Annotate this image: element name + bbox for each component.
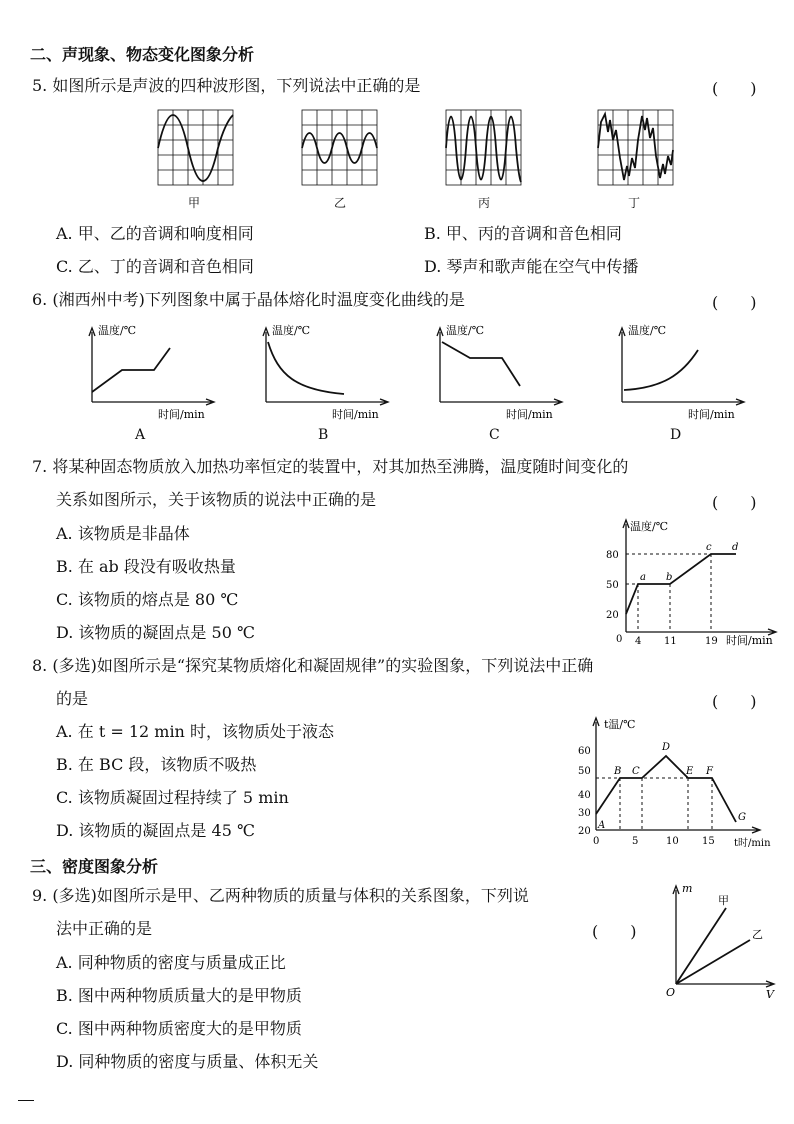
q8-ytick-40: 40 bbox=[578, 790, 591, 801]
q8-chart-ylabel: t温/℃ bbox=[604, 718, 636, 731]
q6-label-c: C bbox=[489, 427, 500, 443]
q6-b-xlabel: 时间/min bbox=[332, 408, 379, 421]
q7-stem-line2: 关系如图所示，关于该物质的说法中正确的是 bbox=[56, 490, 377, 509]
q7-ytick-80: 80 bbox=[606, 550, 619, 561]
q6-stem: 6. (湘西州中考)下列图象中属于晶体熔化时温度变化曲线的是 bbox=[32, 290, 465, 309]
waveform-yi bbox=[302, 110, 378, 186]
waveform-bing bbox=[446, 110, 522, 186]
q9-line-yi-label: 乙 bbox=[752, 928, 763, 941]
q9-option-c: C. 图中两种物质密度大的是甲物质 bbox=[56, 1019, 302, 1038]
q8-point-b: B bbox=[614, 766, 622, 777]
q8-point-g: G bbox=[738, 812, 746, 823]
q8-point-a: A bbox=[598, 820, 606, 831]
q8-point-c: C bbox=[632, 766, 640, 777]
q9-stem-line2: 法中正确的是 bbox=[56, 919, 153, 938]
q6-answer-paren: ( ) bbox=[712, 293, 757, 312]
q8-answer-paren: ( ) bbox=[712, 692, 757, 711]
q7-chart-ylabel: 温度/℃ bbox=[630, 520, 669, 533]
section-title-3: 三、密度图象分析 bbox=[30, 857, 159, 876]
section-title-2: 二、声现象、物态变化图象分析 bbox=[30, 45, 255, 64]
q7-answer-paren: ( ) bbox=[712, 493, 757, 512]
q8-ytick-60: 60 bbox=[578, 746, 591, 757]
q6-graph-d bbox=[602, 320, 752, 420]
q9-option-b: B. 图中两种物质质量大的是甲物质 bbox=[56, 986, 302, 1005]
q8-xtick-10: 10 bbox=[666, 836, 679, 847]
q7-option-a: A. 该物质是非晶体 bbox=[56, 524, 190, 543]
q6-graph-c bbox=[420, 320, 570, 420]
q8-point-e: E bbox=[686, 766, 694, 777]
q6-label-b: B bbox=[318, 427, 329, 443]
q7-chart-origin: 0 bbox=[616, 634, 623, 645]
q8-chart bbox=[574, 716, 784, 852]
q7-ytick-50: 50 bbox=[606, 580, 619, 591]
q7-point-c: c bbox=[706, 542, 712, 553]
q5-option-b: B. 甲、丙的音调和音色相同 bbox=[424, 224, 622, 243]
q6-b-ylabel: 温度/℃ bbox=[272, 324, 311, 337]
wave-label-bing: 丙 bbox=[478, 196, 491, 210]
q6-a-xlabel: 时间/min bbox=[158, 408, 205, 421]
q6-c-xlabel: 时间/min bbox=[506, 408, 553, 421]
wave-label-yi: 乙 bbox=[334, 196, 347, 210]
q8-option-a: A. 在 t = 12 min 时，该物质处于液态 bbox=[56, 722, 334, 741]
q9-option-a: A. 同种物质的密度与质量成正比 bbox=[56, 953, 286, 972]
q6-label-d: D bbox=[670, 427, 682, 443]
q6-d-ylabel: 温度/℃ bbox=[628, 324, 667, 337]
q8-option-c: C. 该物质凝固过程持续了 5 min bbox=[56, 788, 289, 807]
q7-option-c: C. 该物质的熔点是 80 ℃ bbox=[56, 590, 239, 609]
q9-stem-line1: 9. (多选)如图所示是甲、乙两种物质的质量与体积的关系图象，下列说 bbox=[32, 886, 529, 905]
q7-point-a: a bbox=[640, 572, 646, 583]
q9-option-d: D. 同种物质的密度与质量、体积无关 bbox=[56, 1052, 319, 1071]
q9-chart-xlabel: V bbox=[766, 988, 774, 1001]
q5-option-c: C. 乙、丁的音调和音色相同 bbox=[56, 257, 254, 276]
waveform-ding bbox=[598, 110, 674, 186]
q8-option-d: D. 该物质的凝固点是 45 ℃ bbox=[56, 821, 255, 840]
q6-a-ylabel: 温度/℃ bbox=[98, 324, 137, 337]
q7-option-b: B. 在 ab 段没有吸收热量 bbox=[56, 557, 236, 576]
q7-chart bbox=[594, 518, 784, 654]
q7-chart-xlabel: 时间/min bbox=[726, 634, 773, 647]
q9-chart-ylabel: m bbox=[682, 882, 693, 895]
waveform-jia bbox=[158, 110, 234, 186]
q6-d-xlabel: 时间/min bbox=[688, 408, 735, 421]
q5-stem: 5. 如图所示是声波的四种波形图，下列说法中正确的是 bbox=[32, 76, 421, 95]
q5-answer-paren: ( ) bbox=[712, 79, 757, 98]
q8-ytick-30: 30 bbox=[578, 808, 591, 819]
q8-xtick-0: 0 bbox=[593, 836, 600, 847]
q8-xtick-15: 15 bbox=[702, 836, 715, 847]
q9-chart-origin: O bbox=[666, 986, 676, 999]
q6-graph-a bbox=[72, 320, 222, 420]
wave-label-jia: 甲 bbox=[188, 196, 201, 210]
q7-xtick-4: 4 bbox=[635, 636, 642, 647]
q7-xtick-19: 19 bbox=[705, 636, 718, 647]
q8-ytick-20: 20 bbox=[578, 826, 591, 837]
q8-point-d: D bbox=[662, 742, 671, 753]
footer-rule bbox=[18, 1100, 34, 1101]
q6-label-a: A bbox=[135, 427, 146, 443]
q6-c-ylabel: 温度/℃ bbox=[446, 324, 485, 337]
q7-point-d: d bbox=[732, 542, 739, 553]
q9-line-jia-label: 甲 bbox=[718, 894, 729, 907]
q5-option-a: A. 甲、乙的音调和响度相同 bbox=[56, 224, 254, 243]
q7-point-b: b bbox=[666, 572, 673, 583]
q8-ytick-50: 50 bbox=[578, 766, 591, 777]
q5-option-d: D. 琴声和歌声能在空气中传播 bbox=[424, 257, 639, 276]
q7-xtick-11: 11 bbox=[664, 636, 677, 647]
q7-option-d: D. 该物质的凝固点是 50 ℃ bbox=[56, 623, 255, 642]
q9-chart bbox=[660, 880, 784, 1004]
q8-point-f: F bbox=[706, 766, 713, 777]
q8-chart-xlabel: t时/min bbox=[734, 838, 771, 849]
q9-answer-paren: ( ) bbox=[592, 922, 637, 941]
q8-xtick-5: 5 bbox=[632, 836, 639, 847]
q7-ytick-20: 20 bbox=[606, 610, 619, 621]
q8-stem-line2: 的是 bbox=[56, 689, 89, 708]
q7-stem-line1: 7. 将某种固态物质放入加热功率恒定的装置中，对其加热至沸腾，温度随时间变化的 bbox=[32, 457, 629, 476]
q8-stem-line1: 8. (多选)如图所示是“探究某物质熔化和凝固规律”的实验图象，下列说法中正确 bbox=[32, 656, 594, 675]
q8-option-b: B. 在 BC 段，该物质不吸热 bbox=[56, 755, 257, 774]
wave-label-ding: 丁 bbox=[628, 196, 641, 210]
q6-graph-b bbox=[246, 320, 396, 420]
